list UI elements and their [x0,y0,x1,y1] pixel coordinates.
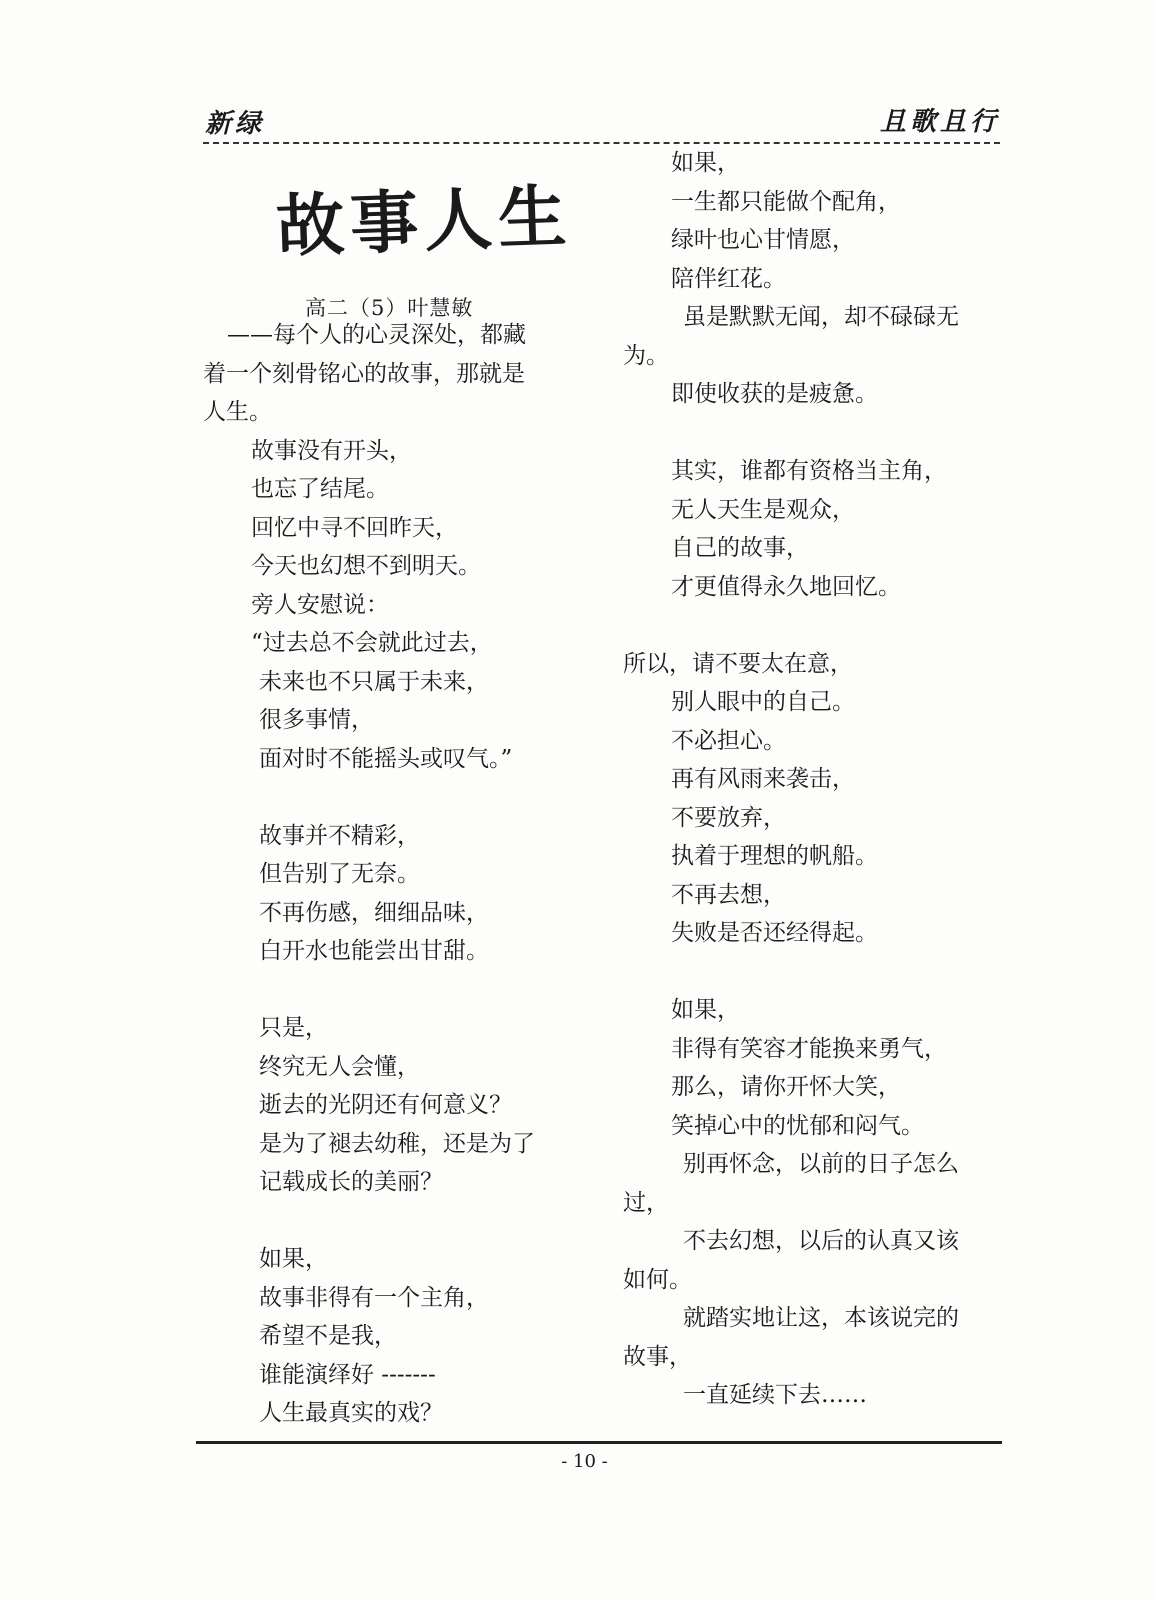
poem-line: 如果， [671,150,740,176]
poem-line: 才更值得永久地回忆。 [671,573,901,600]
poem-line: 其实，谁都有资格当主角， [671,458,947,484]
header-left-label: 新绿 [205,109,266,139]
poem-line: 回忆中寻不回昨天， [251,514,458,541]
intro-line: ——每个人的心灵深处，都藏 [227,322,526,348]
poem-line: 面对时不能摇头或叹气。” [259,745,513,772]
footer-divider [196,1441,1002,1444]
poem-line: 如果， [259,1246,328,1272]
poem-line: 绿叶也心甘情愿， [671,227,855,253]
poem-line: 不去幻想，以后的认真又该 [683,1228,959,1254]
poem-line: “过去总不会就此过去， [251,630,493,656]
poem-line: 故事， [623,1343,692,1370]
poem-line: 也忘了结尾。 [251,476,389,502]
intro-line: 人生。 [203,399,272,425]
poem-line: 一生都只能做个配角， [671,188,901,215]
poem-line: 是为了褪去幼稚，还是为了 [259,1130,535,1157]
poem-line: 终究无人会懂， [259,1053,420,1080]
poem-line: 如何。 [623,1266,692,1293]
poem-line: 自己的故事， [671,535,809,561]
poem-line: 希望不是我， [259,1323,397,1349]
stanza-gap [203,1202,588,1241]
poem-line: 白开水也能尝出甘甜。 [259,938,489,964]
poem-line: 陪伴红花。 [671,265,786,292]
poem-line: 不再去想， [671,881,786,908]
page-number: - 10 - [561,1451,608,1472]
poem-line: 所以，请不要太在意， [623,650,853,677]
poem-line: 别人眼中的自己。 [671,689,855,715]
poem-line: 就踏实地让这，本该说完的 [683,1305,959,1331]
poem-line: 旁人安慰说： [251,591,389,618]
left-column [203,316,588,1433]
intro-line: 着一个刻骨铭心的故事，那就是 [203,360,525,387]
poem-line: 不必担心。 [671,727,786,754]
poem-line: 无人天生是观众， [671,496,855,523]
poem-line: 逝去的光阴还有何意义？ [259,1092,512,1118]
stanza-gap [623,606,1008,645]
stanza-gap [203,778,588,817]
poem-line: 非得有笑容才能换来勇气， [671,1035,947,1062]
poem-line: 故事并不精彩， [259,822,420,849]
poem-line: 即使收获的是疲惫。 [671,381,878,407]
poem-line: 笑掉心中的忧郁和闷气。 [671,1112,924,1139]
poem-line: 很多事情， [259,707,374,733]
stanza-gap [623,414,1008,453]
poem-line: 再有风雨来袭击， [671,766,855,792]
poem-line: 人生最真实的戏？ [259,1400,443,1426]
poem-line: 谁能演绎好 ------- [259,1361,436,1388]
poem-line: 别再怀念，以前的日子怎么 [683,1151,959,1177]
poem-line: 未来也不只属于未来， [259,668,489,695]
poem-line: 记载成长的美丽？ [259,1169,443,1195]
header-right-label: 且歌且行 [879,107,1000,137]
poem-line: 为。 [623,342,669,369]
poem-line: 不要放弃， [671,804,786,831]
poem-line: 那么，请你开怀大笑， [671,1074,901,1100]
poem-line: 故事没有开头， [251,437,412,464]
poem-line: 过， [623,1189,669,1216]
right-column [623,144,1008,1415]
poem-line: 执着于理想的帆船。 [671,843,878,869]
poem-line: 故事非得有一个主角， [259,1284,489,1311]
poem-line: 如果， [671,997,740,1023]
article-author: 高二（5）叶慧敏 [305,296,474,320]
poem-line: 一直延续下去…… [683,1382,867,1408]
poem-line: 虽是默默无闻，却不碌碌无 [683,304,959,330]
poem-line: 但告别了无奈。 [259,861,420,887]
stanza-gap [203,971,588,1010]
stanza-gap [623,953,1008,992]
poem-line: 今天也幻想不到明天。 [251,553,481,579]
poem-line: 失败是否还经得起。 [671,920,878,946]
article-title: 故事人生 [274,177,574,268]
poem-line: 只是， [259,1015,328,1041]
poem-line: 不再伤感，细细品味， [259,899,489,926]
